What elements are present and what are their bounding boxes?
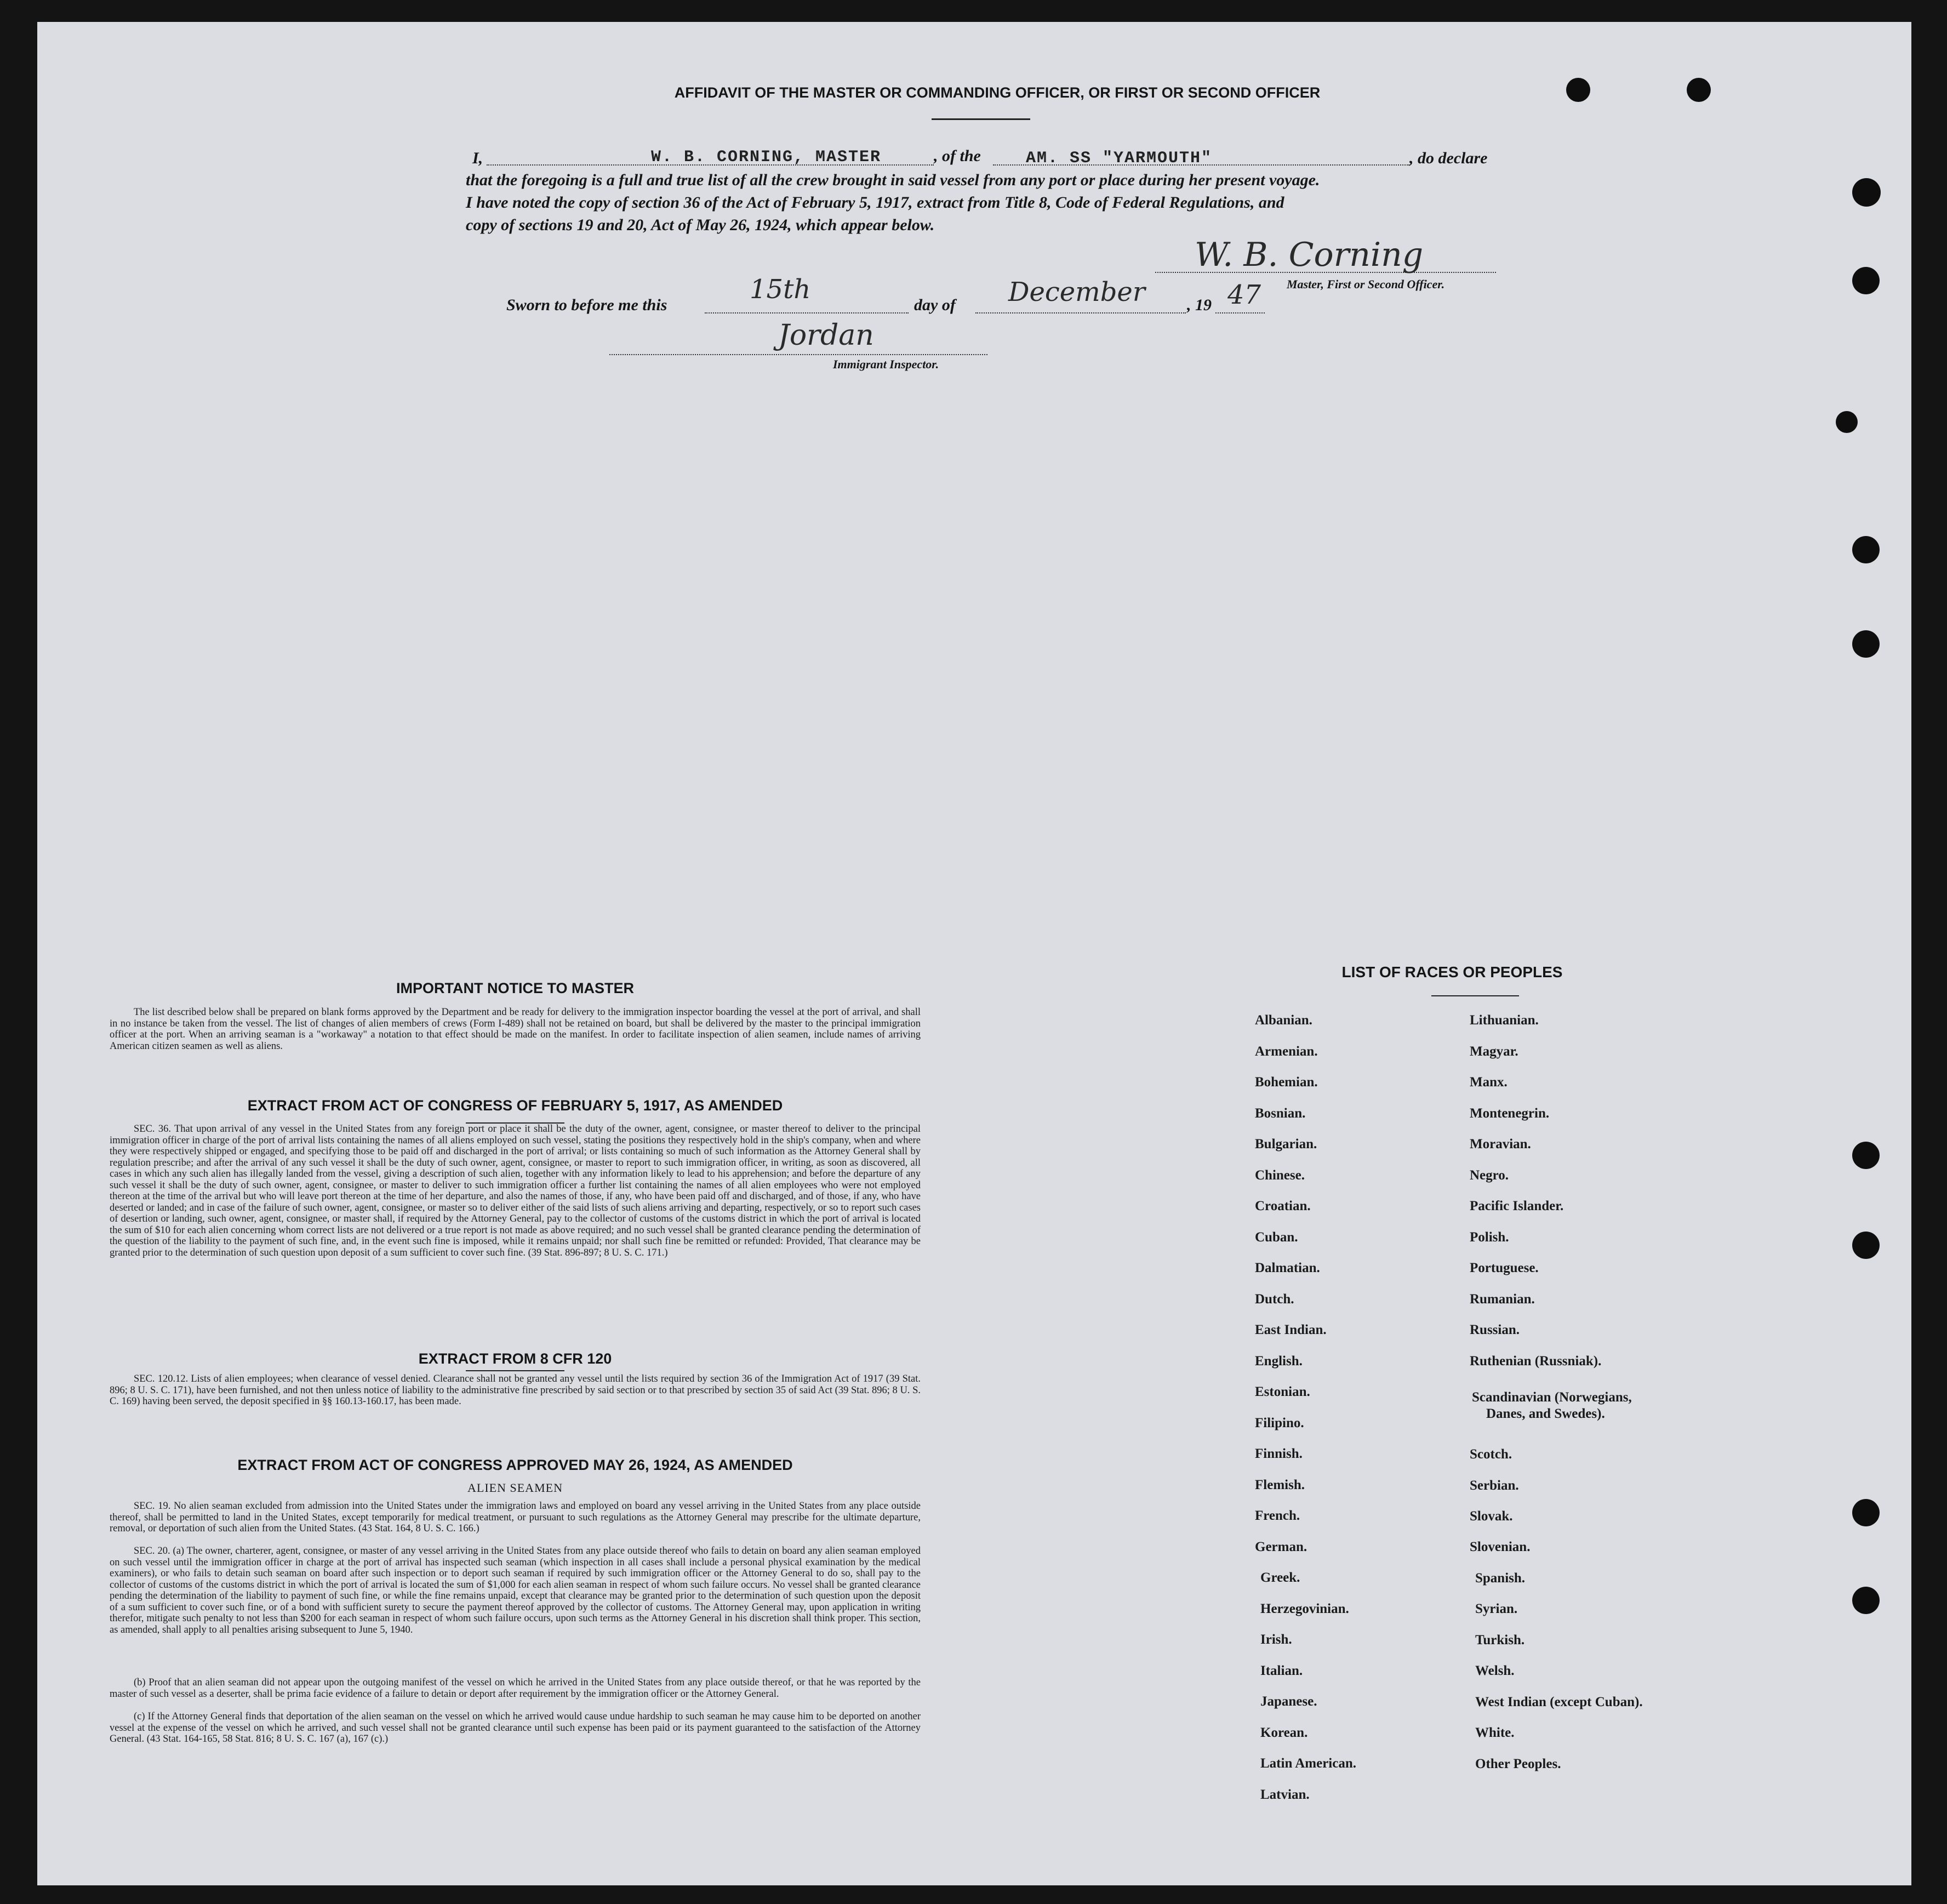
affidavit-line-3: I have noted the copy of section 36 of the Act of February 5, 1917, extract from Title 8, Code of Federal Regulations, and	[466, 193, 1284, 212]
race-item: Rumanian.	[1470, 1292, 1535, 1307]
race-item: Herzegovinian.	[1260, 1601, 1349, 1616]
sworn-month: December	[1008, 277, 1145, 307]
punch-hole	[1852, 1499, 1880, 1526]
punch-hole	[1852, 630, 1880, 658]
punch-hole	[1852, 536, 1880, 563]
race-item: Slovak.	[1470, 1509, 1513, 1524]
race-item: West Indian (except Cuban).	[1475, 1695, 1643, 1709]
punch-hole	[1852, 178, 1881, 207]
race-item: Montenegrin.	[1470, 1106, 1550, 1121]
race-item: Irish.	[1260, 1632, 1292, 1647]
race-item: Scandinavian (Norwegians,	[1472, 1390, 1632, 1405]
race-item: Albanian.	[1255, 1013, 1312, 1028]
race-item: Bosnian.	[1255, 1105, 1306, 1121]
race-item: Bulgarian.	[1255, 1137, 1317, 1151]
races-title-rule	[1431, 995, 1519, 996]
extract-1924-subtitle: ALIEN SEAMEN	[467, 1481, 563, 1495]
race-item: Negro.	[1470, 1168, 1509, 1183]
race-item: German.	[1255, 1539, 1307, 1554]
race-item: Cuban.	[1255, 1229, 1298, 1245]
punch-hole	[1852, 1587, 1880, 1614]
race-item: Latvian.	[1260, 1787, 1310, 1802]
race-item: Armenian.	[1255, 1044, 1318, 1059]
master-signature-label: Master, First or Second Officer.	[1287, 277, 1445, 291]
punch-hole	[1852, 1232, 1880, 1259]
master-name[interactable]: W. B. CORNING, MASTER	[651, 148, 882, 167]
inspector-signature-line	[609, 354, 987, 355]
extract-cfr-body: SEC. 120.12. Lists of alien employees; when clearance of vessel denied. Clearance shall not be granted any vessel until the lists required by section 36 of the Immigration Act of 1917 (39 Stat. 896; 8 U. S. C. 171), have been furnished, and not then unless notice of liability to the administrative fine prescribed by said section or to that prescribed by section 35 of said Act (39 Stat. 896; 8 U. S. C. 169) having been served, the deposit specified in §§ 160.13-160.17, has been made.	[110, 1373, 921, 1407]
race-item: Turkish.	[1475, 1633, 1525, 1648]
master-signature: W. B. Corning	[1195, 236, 1424, 274]
race-item: Magyar.	[1470, 1044, 1518, 1059]
race-item: Estonian.	[1255, 1384, 1310, 1399]
race-item: Dutch.	[1255, 1291, 1294, 1307]
race-item: Filipino.	[1255, 1415, 1304, 1430]
race-item: Syrian.	[1475, 1601, 1518, 1616]
race-item: East Indian.	[1255, 1322, 1327, 1337]
affidavit-title: AFFIDAVIT OF THE MASTER OR COMMANDING OFFICER, OR FIRST OR SECOND OFFICER	[674, 84, 1321, 101]
race-item: Manx.	[1470, 1075, 1508, 1090]
affidavit-i: I,	[472, 149, 483, 167]
punch-hole	[1836, 411, 1858, 433]
race-item: Slovenian.	[1470, 1540, 1531, 1554]
race-item: Pacific Islander.	[1470, 1199, 1564, 1213]
race-item: Lithuanian.	[1470, 1013, 1539, 1028]
sworn-day-line	[705, 312, 909, 313]
affidavit-line-4: copy of sections 19 and 20, Act of May 26, 1924, which appear below.	[466, 216, 935, 234]
extract-1924-title: EXTRACT FROM ACT OF CONGRESS APPROVED MAY 26, 1924, AS AMENDED	[237, 1457, 793, 1473]
punch-hole	[1852, 267, 1880, 294]
race-item: Flemish.	[1255, 1477, 1305, 1492]
race-item: Bohemian.	[1255, 1075, 1318, 1090]
race-item: Japanese.	[1260, 1694, 1317, 1709]
punch-hole	[1687, 78, 1711, 102]
race-item: Other Peoples.	[1475, 1757, 1561, 1771]
race-item: White.	[1475, 1725, 1515, 1740]
extract-cfr-title: EXTRACT FROM 8 CFR 120	[418, 1350, 612, 1367]
races-title: LIST OF RACES OR PEOPLES	[1341, 964, 1563, 980]
extract-1924-sec20b: (b) Proof that an alien seaman did not appear upon the outgoing manifest of the vessel on which he arrived in the United States from any place outside thereof, or that he was reported by the master of such vessel as a deserter, shall be prima facie evidence of a failure to detain or deport after requirement by the immigration officer or the Attorney General.	[110, 1677, 921, 1700]
vessel-name[interactable]: AM. SS "YARMOUTH"	[1026, 149, 1213, 168]
race-item: Spanish.	[1475, 1571, 1526, 1586]
year-prefix: , 19	[1187, 296, 1212, 314]
race-item: Korean.	[1260, 1725, 1308, 1740]
race-item: Greek.	[1260, 1570, 1300, 1585]
extract-1917-title: EXTRACT FROM ACT OF CONGRESS OF FEBRUARY 5, 1917, AS AMENDED	[247, 1097, 783, 1114]
race-item: Serbian.	[1470, 1478, 1519, 1493]
race-item: French.	[1255, 1508, 1300, 1523]
race-item: Scotch.	[1470, 1447, 1512, 1462]
race-item: Ruthenian (Russniak).	[1470, 1354, 1602, 1369]
sworn-year: 47	[1227, 280, 1261, 310]
race-item: Danes, and Swedes).	[1486, 1406, 1605, 1421]
inspector-label: Immigrant Inspector.	[833, 357, 939, 371]
notice-body: The list described below shall be prepared on blank forms approved by the Department and be ready for delivery to the immigration inspector boarding the vessel at the port of arrival, and shall in no instance be taken from the vessel. The list of changes of alien members of crews (Form I-489) shall not be retained on board, but shall be delivered by the master to the principal immigration officer at the port. When an arriving seaman is a "workaway" a notation to that effect should be made on the manifest. In order to facilitate inspection of alien seamen, include names of arriving American citizen seamen as well as aliens.	[110, 1007, 921, 1052]
race-item: Dalmatian.	[1255, 1261, 1320, 1275]
extract-cfr-title-rule	[466, 1370, 564, 1371]
extract-1924-sec20a: SEC. 20. (a) The owner, charterer, agent, consignee, or master of any vessel arriving in the United States from any place outside thereof who fails to detain on board any alien seaman employed on such vessel until the immigration officer in charge at the port of arrival has inspected such seaman (which inspection in all cases shall include a personal physical examination by the medical examiners), or who fails to detain such seaman on board after such inspection or to deport such seaman if required by such immigration officer or the Attorney General to do so, shall pay to the collector of customs of the customs district in which the port of arrival is located the sum of $1,000 for each alien seaman in respect of whom such failure occurs. No vessel shall be granted clearance pending the determination of the liability to payment of such fine, or while the fine remains unpaid, except that clearance may be granted prior to the determination of such question upon the deposit of a sum sufficient to cover such fine, or of a bond with sufficient surety to secure the payment thereof approved by the collector of customs. The Attorney General may, upon application in writing therefor, mitigate such penalty to not less than $200 for each seaman in respect of whom such failure occurs, upon such terms as the Attorney General in his discretion shall think proper. This section, as amended, shall apply to all penalties arising subsequent to June 5, 1940.	[110, 1546, 921, 1635]
sworn-label: Sworn to before me this	[506, 296, 667, 314]
race-item: English.	[1255, 1353, 1303, 1369]
race-item: Russian.	[1470, 1322, 1520, 1337]
extract-1924-sec19: SEC. 19. No alien seaman excluded from admission into the United States under the immigration laws and employed on board any vessel arriving in the United States from any place outside thereof, shall be permitted to land in the United States, except temporarily for medical treatment, or pursuant to such regulations as the Attorney General may prescribe for the ultimate departure, removal, or deportation of such alien from the United States. (43 Stat. 164, 8 U. S. C. 166.)	[110, 1501, 921, 1534]
race-item: Moravian.	[1470, 1137, 1531, 1151]
of-the-text: , of the	[934, 147, 981, 165]
punch-hole	[1566, 78, 1590, 102]
inspector-signature: Jordan	[778, 319, 874, 352]
race-item: Polish.	[1470, 1230, 1509, 1245]
sworn-month-line	[975, 312, 1186, 313]
race-item: Portuguese.	[1470, 1261, 1539, 1275]
extract-1917-body: SEC. 36. That upon arrival of any vessel in the United States from any foreign port or place it shall be the duty of the owner, agent, consignee, or master thereof to deliver to the principal immigration officer in charge of the port of arrival lists containing the names of all aliens employed on such vessel, stating the positions they respectively hold in the ship's company, when and where they were respectively shipped or engaged, and specifying those to be paid off and discharged in the port of arrival; or lists containing so much of such information as the Attorney General shall by regulation prescribe; and after the arrival of any such vessel it shall be the duty of such owner, agent, consignee, or master to report to such immigration officer, in writing, as soon as discovered, all cases in which any such alien has illegally landed from the vessel, giving a description of such alien, together with any information likely to lead to his apprehension; and before the departure of any such vessel it shall be the duty of such owner, agent, consignee, or master to deliver to such immigration officer a further list containing the names of all alien employees who were not employed thereon at the time of the arrival but who will leave port thereon at the time of her departure, and also the names of those, if any, who have been paid off and discharged, and of those, if any, who have deserted or landed; and in case of the failure of such owner, agent, consignee, or master so to deliver either of the said lists of such aliens arriving and departing, respectively, or so to report such cases of desertion or landing, such owner, agent, consignee, or master shall, if required by the Attorney General, pay to the collector of customs of the customs district in which the port of arrival is located the sum of $10 for each alien concerning whom correct lists are not delivered or a true report is not made as above required; and no such vessel shall be granted clearance pending the determination of the question of the liability to the payment of such fine, and, in the event such fine is imposed, while it remains unpaid; nor shall such fine be remitted or refunded: Provided, That clearance may be granted prior to the determination of such question upon deposit of a sum sufficient to cover such fine. (39 Stat. 896-897; 8 U. S. C. 171.)	[110, 1124, 921, 1258]
punch-hole	[1852, 1142, 1880, 1169]
race-item: Latin American.	[1260, 1756, 1356, 1771]
affidavit-line-2: that the foregoing is a full and true list of all the crew brought in said vessel from any port or place during her present voyage.	[466, 171, 1320, 189]
affidavit-title-rule	[932, 118, 1030, 120]
sworn-day: 15th	[750, 274, 811, 305]
race-item: Finnish.	[1255, 1446, 1303, 1461]
day-of-text: day of	[914, 296, 956, 314]
year-line	[1215, 312, 1265, 313]
extract-1924-sec20c: (c) If the Attorney General finds that deportation of the alien seaman on the vessel on which he arrived would cause undue hardship to such seaman he may cause him to be deported on another vessel at the expense of the vessel on which he arrived, and such vessel shall not be granted clearance until such expense has been paid or its payment guaranteed to the satisfaction of the Attorney General. (43 Stat. 164-165, 58 Stat. 816; 8 U. S. C. 167 (a), 167 (c).)	[110, 1711, 921, 1745]
race-item: Chinese.	[1255, 1167, 1305, 1183]
do-declare-text: , do declare	[1409, 149, 1488, 167]
race-item: Welsh.	[1475, 1663, 1515, 1678]
notice-title: IMPORTANT NOTICE TO MASTER	[396, 980, 634, 996]
race-item: Italian.	[1260, 1663, 1303, 1678]
race-item: Croatian.	[1255, 1199, 1311, 1213]
